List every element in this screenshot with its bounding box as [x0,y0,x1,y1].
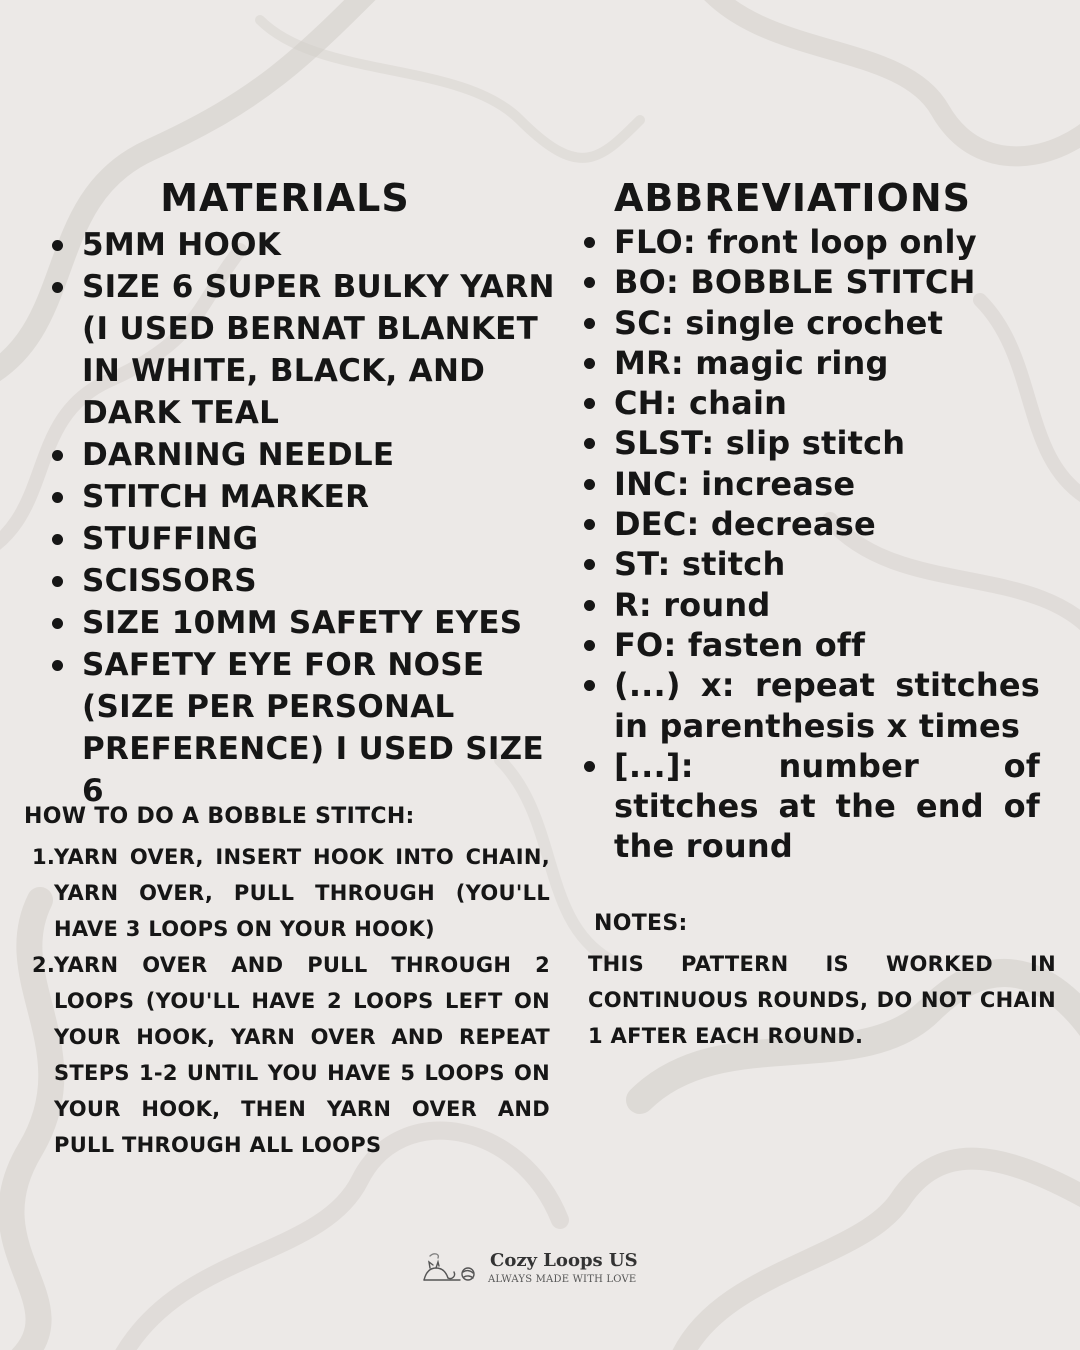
abbreviation-item [580,665,1040,746]
materials-item: STUFFING [48,518,558,560]
step-number: 2. [32,953,56,977]
abbreviation-item [580,585,1040,625]
abbreviation-meaning: round [663,585,771,624]
abbreviation-item [580,222,1040,262]
abbreviation-item [580,544,1040,584]
bobble-stitch-title: HOW TO DO A BOBBLE STITCH: [24,804,415,829]
abbreviation-item [580,343,1040,383]
abbreviation-code: BO: [614,263,679,302]
abbreviation-meaning: repeat stitches in parenthesis x times [614,666,1041,745]
abbreviation-meaning: stitch [681,545,786,584]
abbreviation-meaning: increase [701,464,856,503]
abbreviation-code: DEC: [614,505,700,544]
abbreviation-code: [...]: [614,746,694,785]
cat-with-yarn-icon [420,1250,486,1286]
materials-list [48,224,558,812]
bobble-stitch-steps [26,839,550,1163]
abbreviation-code: MR: [614,343,684,382]
abbreviation-meaning: single crochet [685,303,944,342]
abbreviation-item [580,625,1040,665]
bobble-step [26,947,550,1163]
materials-item: 5MM HOOK [48,224,558,266]
abbreviation-code: CH: [614,384,678,423]
abbreviation-meaning: front loop only [707,223,977,261]
abbreviation-item [580,262,1040,302]
materials-item: SAFETY EYE FOR NOSE (SIZE PER PERSONAL PREFERENCE) I USED SIZE 6 [48,644,558,812]
materials-item: DARNING NEEDLE [48,434,558,476]
abbreviation-item [580,504,1040,544]
abbreviation-item [580,746,1040,867]
abbreviation-meaning: decrease [710,505,876,544]
abbreviations-title: ABBREVIATIONS [613,176,972,220]
notes-title: NOTES: [594,911,688,936]
materials-item: STITCH MARKER [48,476,558,518]
abbreviation-meaning: chain [689,384,788,423]
abbreviation-code: (...) x: [614,666,735,705]
brand-logo [420,1248,680,1290]
materials-item: SIZE 6 SUPER BULKY YARN (I USED BERNAT BLANKET IN WHITE, BLACK, AND DARK TEAL [48,266,558,434]
notes-text: THIS PATTERN IS WORKED IN CONTINUOUS ROUNDS, DO NOT CHAIN 1 AFTER EACH ROUND. [588,952,1056,1048]
step-text: YARN OVER AND PULL THROUGH 2 LOOPS (YOU'LL HAVE 2 LOOPS LEFT ON YOUR HOOK, YARN OVER AND REPEAT STEPS 1-2 UNTIL YOU HAVE 5 LOOPS ON YOUR HOOK, THEN YARN OVER AND PULL THROUGH ALL LOOPS [54,953,550,1157]
abbreviation-code: ST: [614,545,671,584]
materials-item: SCISSORS [48,560,558,602]
abbreviation-item [580,303,1040,343]
materials-title: MATERIALS [160,176,410,220]
bobble-step [26,839,550,947]
brand-tagline: ALWAYS MADE WITH LOVE [488,1274,637,1285]
abbreviation-meaning: fasten off [687,625,866,664]
abbreviation-meaning: BOBBLE STITCH [690,263,976,302]
abbreviation-meaning: number of stitches at the end of the round [614,746,1040,866]
materials-item: SIZE 10MM SAFETY EYES [48,602,558,644]
abbreviation-code: INC: [614,464,690,503]
abbreviation-code: SLST: [614,424,715,463]
abbreviation-item [580,383,1040,423]
abbreviation-meaning: magic ring [695,343,889,382]
abbreviation-code: FO: [614,625,677,664]
abbreviation-code: FLO: [614,223,696,261]
abbreviation-code: R: [614,585,652,624]
brand-name: Cozy Loops US [490,1250,638,1271]
abbreviation-meaning: slip stitch [725,424,906,463]
step-text: YARN OVER, INSERT HOOK INTO CHAIN, YARN OVER, PULL THROUGH (YOU'LL HAVE 3 LOOPS ON YOUR HOOK) [54,845,550,941]
abbreviation-item [580,423,1040,463]
abbreviations-list [580,222,1040,867]
step-number: 1. [32,845,56,869]
abbreviation-code: SC: [614,303,674,342]
abbreviation-item [580,464,1040,504]
